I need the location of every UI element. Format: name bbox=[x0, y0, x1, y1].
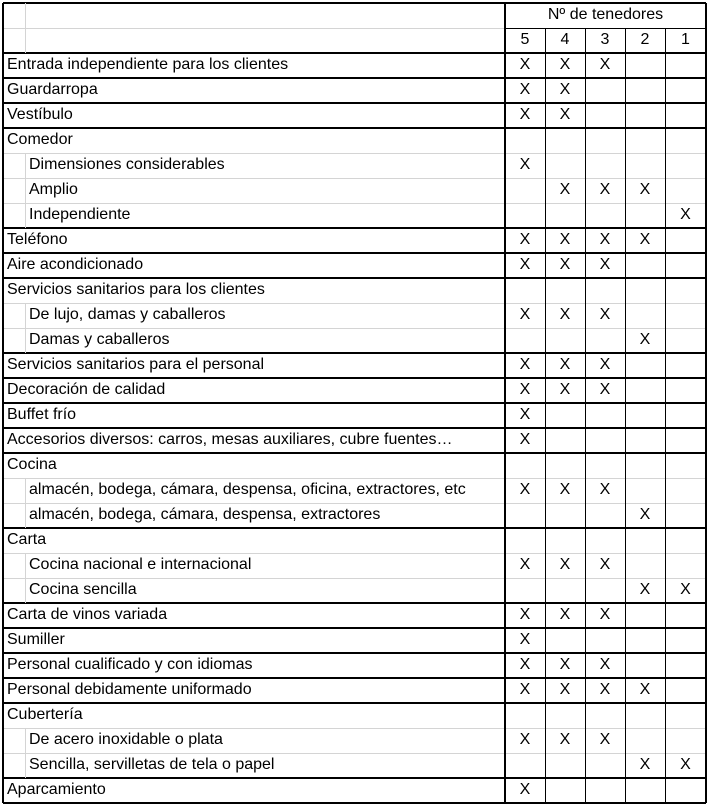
grid-line bbox=[25, 153, 26, 178]
row-label: Accesorios diversos: carros, mesas auxiliares, cubre fuentes… bbox=[7, 431, 453, 448]
mark-cell: X bbox=[559, 606, 571, 623]
mark-cell: X bbox=[519, 431, 531, 448]
row-label: Entrada independiente para los clientes bbox=[7, 56, 289, 73]
mark-cell: X bbox=[639, 506, 651, 523]
mark-cell: X bbox=[519, 606, 531, 623]
grid-line bbox=[25, 753, 26, 778]
grid-line bbox=[25, 203, 26, 228]
mark-cell: X bbox=[599, 381, 611, 398]
mark-cell: X bbox=[559, 556, 571, 573]
mark-cell: X bbox=[519, 356, 531, 373]
mark-cell: X bbox=[639, 581, 651, 598]
grid-line bbox=[3, 178, 706, 179]
row-label: Sumiller bbox=[7, 631, 65, 648]
mark-cell: X bbox=[559, 731, 571, 748]
mark-cell: X bbox=[559, 56, 571, 73]
grid-line bbox=[3, 28, 505, 29]
row-label: Damas y caballeros bbox=[29, 331, 170, 348]
row-label: Independiente bbox=[29, 206, 131, 223]
grid-line bbox=[3, 777, 706, 779]
grid-line bbox=[3, 602, 706, 604]
mark-cell: X bbox=[519, 781, 531, 798]
mark-cell: X bbox=[519, 106, 531, 123]
grid-line bbox=[3, 252, 706, 254]
grid-line bbox=[3, 52, 706, 54]
mark-cell: X bbox=[559, 181, 571, 198]
mark-cell: X bbox=[559, 356, 571, 373]
row-label: De lujo, damas y caballeros bbox=[29, 306, 226, 323]
mark-cell: X bbox=[680, 581, 691, 598]
grid-line bbox=[3, 627, 706, 629]
grid-line bbox=[504, 3, 506, 803]
mark-cell: X bbox=[519, 56, 531, 73]
column-header-3: 3 bbox=[600, 31, 610, 48]
grid-line bbox=[3, 102, 706, 104]
mark-cell: X bbox=[519, 231, 531, 248]
row-label: Dimensiones considerables bbox=[29, 156, 225, 173]
row-label: Comedor bbox=[7, 131, 73, 148]
row-label: Servicios sanitarios para los clientes bbox=[7, 281, 265, 298]
grid-line bbox=[3, 2, 706, 4]
grid-line bbox=[2, 3, 4, 803]
grid-line bbox=[3, 402, 706, 404]
grid-line bbox=[3, 802, 706, 804]
grid-line bbox=[25, 478, 26, 503]
mark-cell: X bbox=[599, 231, 611, 248]
mark-cell: X bbox=[599, 181, 611, 198]
mark-cell: X bbox=[519, 631, 531, 648]
grid-line bbox=[505, 28, 706, 29]
column-header-4: 4 bbox=[560, 31, 570, 48]
grid-line bbox=[3, 227, 706, 229]
grid-line bbox=[3, 328, 706, 329]
mark-cell: X bbox=[519, 681, 531, 698]
row-label: almacén, bodega, cámara, despensa, oficina, extractores, etc bbox=[29, 481, 466, 498]
row-label: Carta bbox=[7, 531, 47, 548]
grid-line bbox=[3, 503, 706, 504]
mark-cell: X bbox=[639, 331, 651, 348]
row-label: Sencilla, servilletas de tela o papel bbox=[29, 756, 275, 773]
mark-cell: X bbox=[599, 256, 611, 273]
mark-cell: X bbox=[599, 731, 611, 748]
row-label: De acero inoxidable o plata bbox=[29, 731, 223, 748]
grid-line bbox=[3, 677, 706, 679]
mark-cell: X bbox=[680, 206, 691, 223]
mark-cell: X bbox=[519, 556, 531, 573]
mark-cell: X bbox=[559, 231, 571, 248]
mark-cell: X bbox=[599, 306, 611, 323]
grid-line bbox=[25, 303, 26, 328]
mark-cell: X bbox=[519, 256, 531, 273]
row-label: Amplio bbox=[29, 181, 78, 198]
grid-line bbox=[3, 728, 706, 729]
mark-cell: X bbox=[599, 556, 611, 573]
grid-line bbox=[25, 503, 26, 528]
mark-cell: X bbox=[519, 406, 531, 423]
column-header-5: 5 bbox=[520, 31, 530, 48]
row-label: Cubertería bbox=[7, 706, 83, 723]
column-header-2: 2 bbox=[640, 31, 650, 48]
mark-cell: X bbox=[559, 681, 571, 698]
mark-cell: X bbox=[559, 481, 571, 498]
row-label: Cocina nacional e internacional bbox=[29, 556, 252, 573]
grid-line bbox=[3, 652, 706, 654]
mark-cell: X bbox=[599, 681, 611, 698]
row-label: Personal cualificado y con idiomas bbox=[7, 656, 253, 673]
mark-cell: X bbox=[559, 381, 571, 398]
mark-cell: X bbox=[519, 81, 531, 98]
grid-line bbox=[625, 28, 626, 803]
grid-line bbox=[3, 753, 706, 754]
grid-line bbox=[545, 28, 546, 803]
row-label: Decoración de calidad bbox=[7, 381, 166, 398]
mark-cell: X bbox=[680, 756, 691, 773]
mark-cell: X bbox=[639, 681, 651, 698]
row-label: Buffet frío bbox=[7, 406, 77, 423]
grid-line bbox=[3, 578, 706, 579]
column-header-1: 1 bbox=[681, 31, 690, 48]
mark-cell: X bbox=[559, 106, 571, 123]
grid-line bbox=[665, 28, 666, 803]
mark-cell: X bbox=[559, 656, 571, 673]
grid-line bbox=[3, 452, 706, 454]
grid-line bbox=[25, 553, 26, 578]
row-label: Aire acondicionado bbox=[7, 256, 144, 273]
mark-cell: X bbox=[599, 606, 611, 623]
grid-line bbox=[25, 328, 26, 353]
grid-line bbox=[3, 77, 706, 79]
row-label: Servicios sanitarios para el personal bbox=[7, 356, 265, 373]
column-group-header: Nº de tenedores bbox=[547, 6, 664, 23]
row-label: Carta de vinos variada bbox=[7, 606, 168, 623]
mark-cell: X bbox=[519, 156, 531, 173]
mark-cell: X bbox=[519, 731, 531, 748]
grid-line bbox=[25, 728, 26, 753]
mark-cell: X bbox=[519, 306, 531, 323]
grid-line bbox=[3, 702, 706, 704]
mark-cell: X bbox=[639, 756, 651, 773]
mark-cell: X bbox=[599, 481, 611, 498]
grid-line bbox=[25, 578, 26, 603]
row-label: Guardarropa bbox=[7, 81, 98, 98]
row-label: almacén, bodega, cámara, despensa, extractores bbox=[29, 506, 381, 523]
mark-cell: X bbox=[559, 81, 571, 98]
mark-cell: X bbox=[519, 481, 531, 498]
grid-line bbox=[3, 127, 706, 129]
row-label: Teléfono bbox=[7, 231, 68, 248]
row-label: Personal debidamente uniformado bbox=[7, 681, 252, 698]
grid-line bbox=[705, 3, 707, 803]
row-label: Cocina bbox=[7, 456, 57, 473]
grid-line bbox=[25, 3, 26, 53]
grid-line bbox=[3, 527, 706, 529]
mark-cell: X bbox=[599, 656, 611, 673]
mark-cell: X bbox=[559, 256, 571, 273]
mark-cell: X bbox=[519, 656, 531, 673]
mark-cell: X bbox=[599, 56, 611, 73]
grid-line bbox=[3, 377, 706, 379]
grid-line bbox=[3, 277, 706, 279]
row-label: Cocina sencilla bbox=[29, 581, 137, 598]
grid-line bbox=[3, 427, 706, 429]
grid-line bbox=[3, 553, 706, 554]
mark-cell: X bbox=[639, 181, 651, 198]
grid-line bbox=[3, 153, 706, 154]
grid-line bbox=[585, 28, 586, 803]
row-label: Vestíbulo bbox=[7, 106, 73, 123]
grid-line bbox=[3, 303, 706, 304]
mark-cell: X bbox=[519, 381, 531, 398]
mark-cell: X bbox=[599, 356, 611, 373]
grid-line bbox=[3, 478, 706, 479]
mark-cell: X bbox=[639, 231, 651, 248]
grid-line bbox=[25, 178, 26, 203]
grid-line bbox=[3, 203, 706, 204]
grid-line bbox=[3, 352, 706, 354]
mark-cell: X bbox=[559, 306, 571, 323]
row-label: Aparcamiento bbox=[7, 781, 106, 798]
